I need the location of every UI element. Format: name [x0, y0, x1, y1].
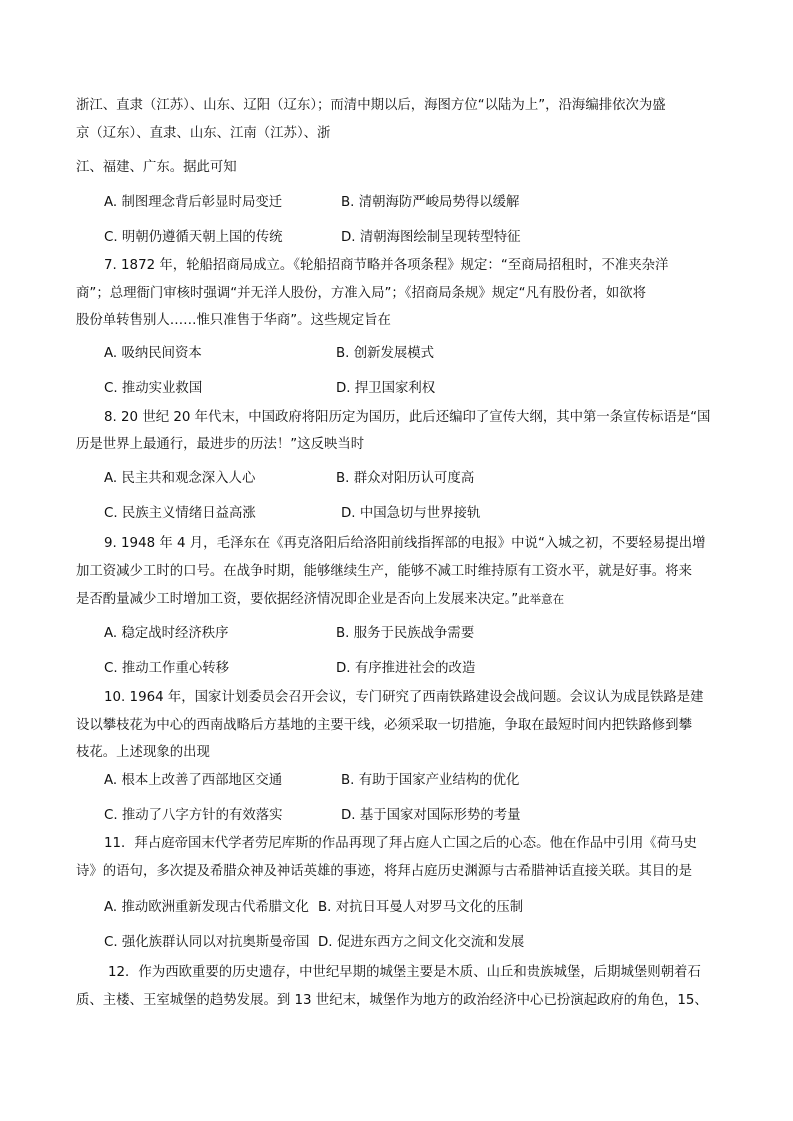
q7-option-a: A. 吸纳民间资本 — [104, 346, 202, 361]
q8-text-line-2: 历是世界上最通行，最进步的历法！”这反映当时 — [76, 437, 365, 452]
q10-option-c: C. 推动了八字方针的有效落实 — [104, 808, 283, 823]
q11-option-b: B. 对抗日耳曼人对罗马文化的压制 — [318, 900, 524, 915]
q10-text-line-2: 设以攀枝花为中心的西南战略后方基地的主要干线，必须采取一切措施，争取在最短时间内把铁路修到攀 — [76, 718, 692, 733]
q11-text-line-1: 11．拜占庭帝国末代学者劳尼库斯的作品再现了拜占庭人亡国之后的心态。他在作品中引用《荷马史 — [104, 836, 697, 851]
q9-option-c: C. 推动工作重心转移 — [104, 661, 229, 676]
q11-option-d: D. 促进东西方之间文化交流和发展 — [318, 935, 525, 950]
q9-text-line-2: 加工资减少工时的口号。在战争时期，能够继续生产，能够不减工时维持原有工资水平，就是好事。将来 — [76, 564, 692, 579]
q6-option-d: D. 清朝海图绘制呈现转型特征 — [341, 230, 521, 245]
q7-text-line-3: 股份单转售别人……惟只准售于华商”。这些规定旨在 — [76, 313, 391, 328]
q6-text-line-2: 京（辽东）、直隶、山东、江南（江苏）、浙 — [76, 126, 331, 141]
q10-text-line-3: 枝花。上述现象的出现 — [76, 745, 210, 760]
q9-option-d: D. 有序推进社会的改造 — [336, 661, 476, 676]
q9-text-line-3 — [76, 589, 564, 610]
q8-option-b: B. 群众对阳历认可度高 — [336, 471, 475, 486]
q8-option-a: A. 民主共和观念深入人心 — [104, 471, 256, 486]
q7-option-c: C. 推动实业救国 — [104, 381, 203, 396]
q10-option-a: A. 根本上改善了西部地区交通 — [104, 773, 283, 788]
q7-option-d: D. 捍卫国家利权 — [336, 381, 436, 396]
q6-option-b: B. 清朝海防严峻局势得以缓解 — [341, 195, 520, 210]
q9-text-line-1: 9. 1948 年 4 月，毛泽东在《再克洛阳后给洛阳前线指挥部的电报》中说“入城之初，不要轻易提出增 — [104, 536, 706, 551]
q8-text-line-1: 8. 20 世纪 20 年代末，中国政府将阳历定为国历，此后还编印了宣传大纲，其中第一条宣传标语是“国 — [104, 410, 711, 425]
q9-option-b: B. 服务于民族战争需要 — [336, 626, 475, 641]
q10-option-d: D. 基于国家对国际形势的考量 — [341, 808, 521, 823]
q10-option-b: B. 有助于国家产业结构的优化 — [341, 773, 520, 788]
q8-option-c: C. 民族主义情绪日益高涨 — [104, 506, 256, 521]
q6-option-a: A. 制图理念背后彰显时局变迁 — [104, 195, 283, 210]
q9-option-a: A. 稳定战时经济秩序 — [104, 626, 229, 641]
q12-text-line-2: 质、主楼、王室城堡的趋势发展。到 13 世纪末，城堡作为地方的政治经济中心已扮演起政府的角色，15、 — [76, 993, 708, 1008]
q11-option-a: A. 推动欧洲重新发现古代希腊文化 — [104, 900, 309, 915]
q8-option-d: D. 中国急切与世界接轨 — [341, 506, 481, 521]
q7-text-line-2: 商”；总理衙门审核时强调“并无洋人股份，方准入局”；《招商局条规》规定“凡有股份者，如欲将 — [76, 286, 647, 301]
q12-text-line-1: 12．作为西欧重要的历史遗存，中世纪早期的城堡主要是木质、山丘和贵族城堡，后期城堡则朝着石 — [108, 965, 701, 980]
q7-text-line-1: 7. 1872 年，轮船招商局成立。《轮船招商节略并各项条程》规定：“至商局招租时，不准夹杂洋 — [104, 258, 669, 273]
q9-text-line-3-main: 是否酌量减少工时增加工资，要依据经济情况即企业是否向上发展来决定。” — [76, 592, 519, 607]
q10-text-line-1: 10. 1964 年，国家计划委员会召开会议，专门研究了西南铁路建设会战问题。会议认为成昆铁路是建 — [104, 690, 704, 705]
q6-text-line-3: 江、福建、广东。据此可知 — [76, 160, 237, 175]
q6-option-c: C. 明朝仍遵循天朝上国的传统 — [104, 230, 283, 245]
q11-text-line-2: 诗》的语句，多次提及希腊众神及神话英雄的事迹，将拜占庭历史渊源与古希腊神话直接关联。其目的是 — [76, 864, 692, 879]
q6-text-line-1: 浙江、直隶（江苏）、山东、辽阳（辽东）；而清中期以后，海图方位“以陆为上”，沿海编排依次为盛 — [76, 98, 666, 113]
q11-option-c: C. 强化族群认同以对抗奥斯曼帝国 — [104, 935, 310, 950]
q9-text-line-3-tail: 此举意在 — [518, 592, 565, 606]
q7-option-b: B. 创新发展模式 — [336, 346, 435, 361]
